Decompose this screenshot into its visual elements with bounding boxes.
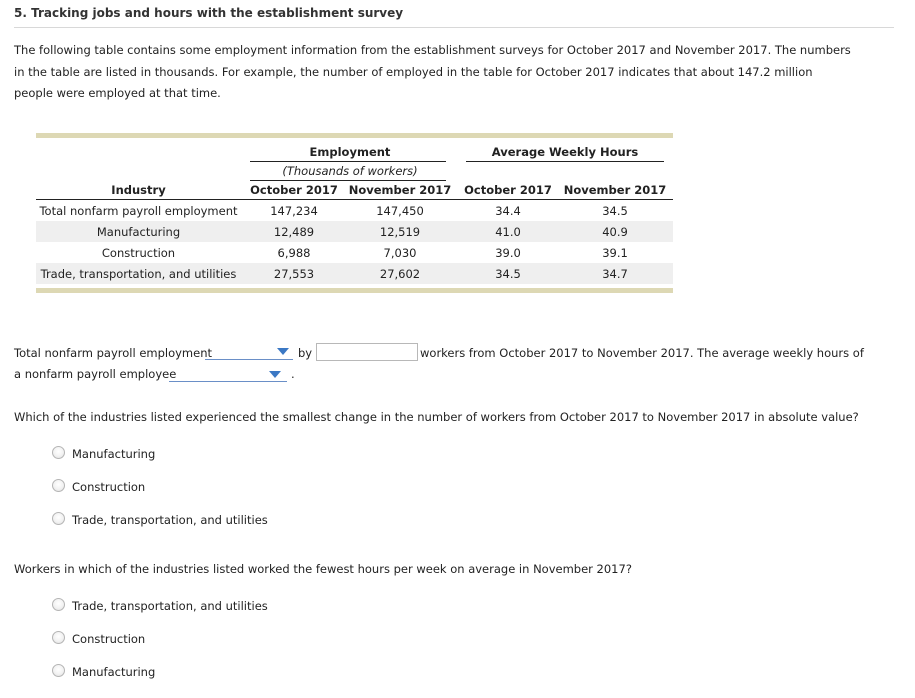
header-rule (36, 199, 673, 200)
chevron-down-icon (269, 371, 281, 378)
cell-oct-employment: 12,489 (273, 225, 315, 239)
cell-oct-hours: 34.5 (495, 267, 521, 281)
radio-button[interactable] (52, 631, 65, 644)
cell-industry: Construction (101, 246, 176, 260)
cell-oct-hours: 34.4 (495, 204, 521, 218)
radio-label[interactable]: Trade, transportation, and utilities (72, 513, 268, 527)
group-header-employment: Employment (309, 145, 391, 159)
radio-label[interactable]: Manufacturing (72, 665, 156, 679)
group-underline-employment (250, 161, 446, 162)
col-header-nov-employment: November 2017 (348, 183, 452, 197)
col-header-industry: Industry (111, 183, 166, 197)
cell-oct-employment: 147,234 (270, 204, 318, 218)
chevron-down-icon (277, 348, 289, 355)
cell-nov-employment: 7,030 (383, 246, 417, 260)
hours-change-dropdown[interactable] (169, 366, 287, 382)
group-underline-thousands (250, 180, 446, 181)
cell-nov-hours: 40.9 (602, 225, 628, 239)
cell-oct-employment: 6,988 (277, 246, 311, 260)
fill-text-part3: a nonfarm payroll employee (14, 367, 177, 381)
title-divider (14, 27, 894, 28)
table-bottom-bar (36, 288, 673, 293)
radio-label[interactable]: Trade, transportation, and utilities (72, 599, 268, 613)
group-header-hours: Average Weekly Hours (491, 145, 639, 159)
workers-change-input[interactable] (316, 343, 418, 361)
fill-text-part1: Total nonfarm payroll employment (14, 346, 213, 360)
radio-label[interactable]: Construction (72, 632, 146, 646)
question-title: 5. Tracking jobs and hours with the establishment survey (14, 6, 404, 20)
cell-nov-employment: 147,450 (376, 204, 424, 218)
intro-paragraph: The following table contains some employment information from the establishment surveys for October 2017 and November 2017. The numbers in the table are listed in thousands. For example, the number of employed in the table for October 2017 indicates that about 147.2 million people were employed at that time. (14, 43, 851, 100)
cell-oct-hours: 41.0 (495, 225, 521, 239)
group-subheader-thousands: (Thousands of workers) (282, 164, 418, 178)
radio-button[interactable] (52, 664, 65, 677)
by-text: by (298, 346, 313, 360)
cell-nov-hours: 34.7 (602, 267, 628, 281)
cell-nov-hours: 34.5 (602, 204, 628, 218)
cell-industry: Trade, transportation, and utilities (40, 267, 237, 281)
col-header-nov-hours: November 2017 (563, 183, 667, 197)
radio-label[interactable]: Manufacturing (72, 447, 156, 461)
cell-oct-hours: 39.0 (495, 246, 521, 260)
cell-industry: Manufacturing (96, 225, 181, 239)
radio-button[interactable] (52, 479, 65, 492)
radio-button[interactable] (52, 446, 65, 459)
cell-nov-employment: 27,602 (379, 267, 421, 281)
radio-button[interactable] (52, 598, 65, 611)
employment-change-dropdown[interactable] (205, 344, 293, 360)
cell-nov-employment: 12,519 (379, 225, 421, 239)
cell-oct-employment: 27,553 (273, 267, 315, 281)
col-header-oct-employment: October 2017 (250, 183, 338, 197)
fill-text-part2: workers from October 2017 to November 2017. The average weekly hours of (420, 346, 864, 360)
radio-button[interactable] (52, 512, 65, 525)
radio-label[interactable]: Construction (72, 480, 146, 494)
employment-table (36, 138, 673, 286)
cell-industry: Total nonfarm payroll employment (39, 204, 238, 218)
group-underline-hours (466, 161, 664, 162)
q2-prompt: Workers in which of the industries listed worked the fewest hours per week on average in November 2017? (14, 562, 632, 576)
period-text: . (291, 367, 295, 381)
col-header-oct-hours: October 2017 (464, 183, 552, 197)
q1-prompt: Which of the industries listed experienced the smallest change in the number of workers from October 2017 to November 2017 in absolute value? (14, 410, 859, 424)
cell-nov-hours: 39.1 (602, 246, 628, 260)
